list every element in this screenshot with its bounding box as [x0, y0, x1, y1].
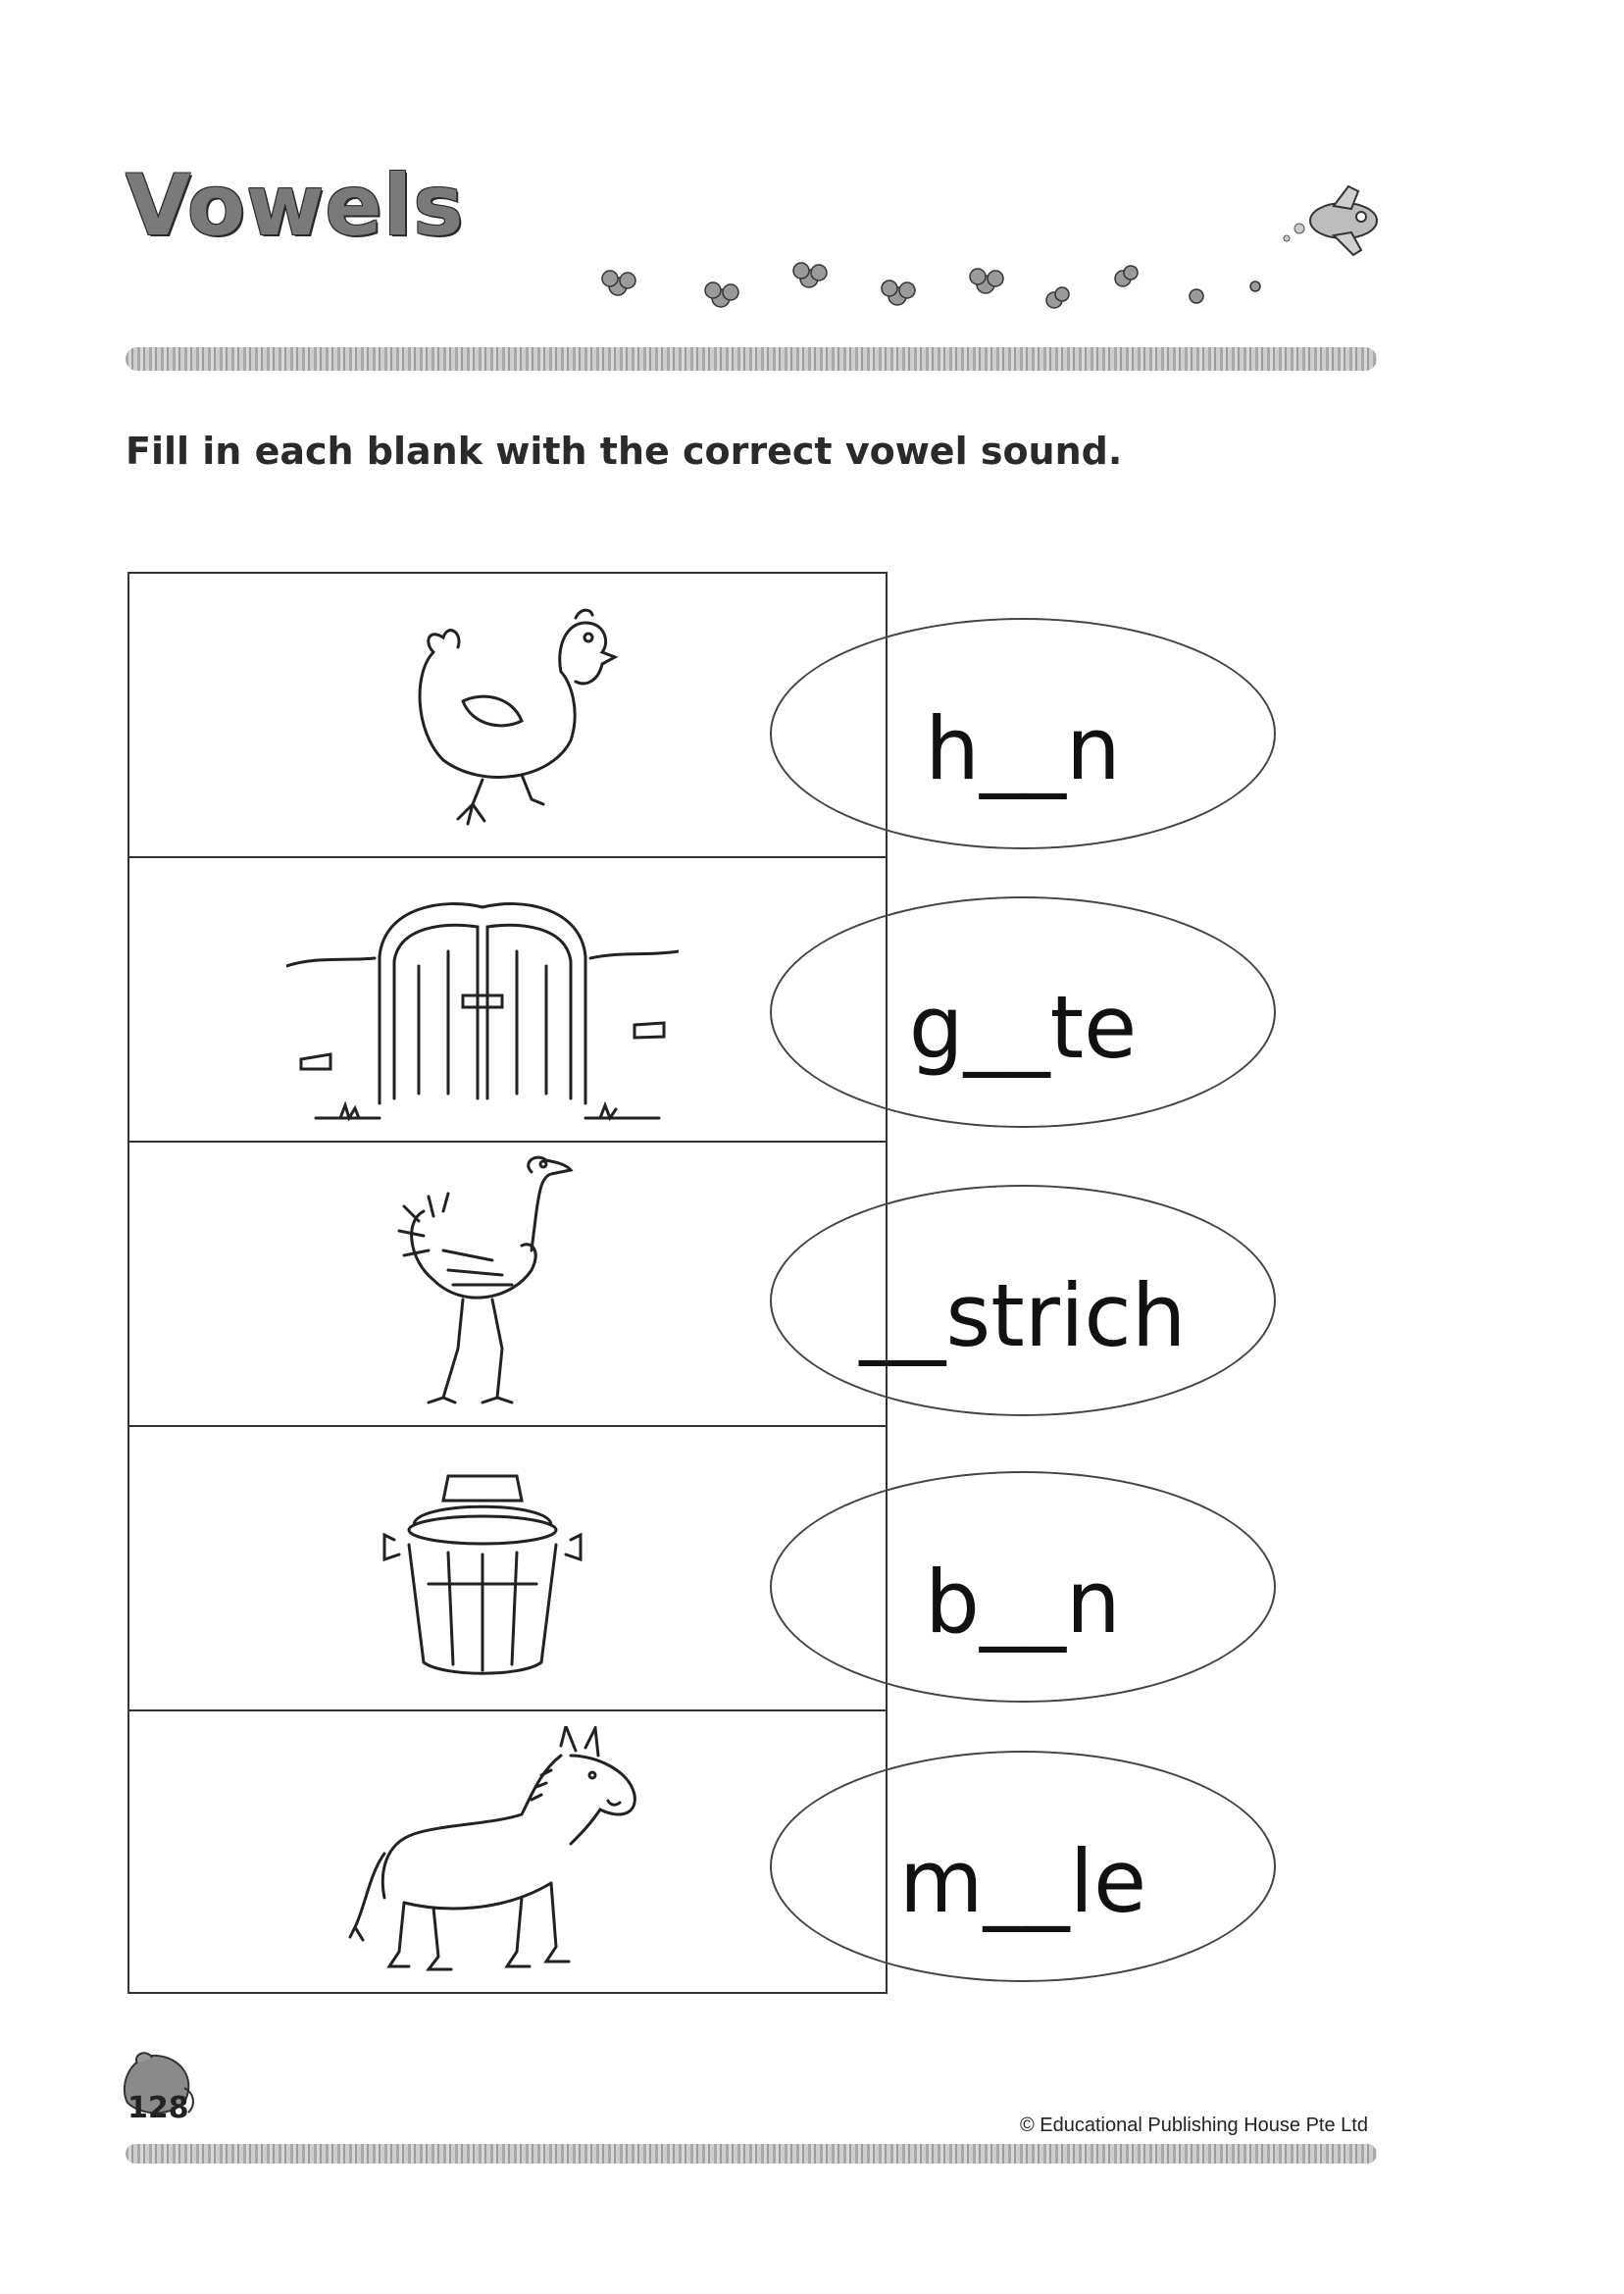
airplane-icon [1275, 181, 1393, 260]
copyright-notice: © Educational Publishing House Pte Ltd [1020, 2115, 1368, 2136]
word-oval-5: m__le [770, 1751, 1276, 1982]
gate-icon [286, 878, 679, 1123]
instructions: Fill in each blank with the correct vowel sound. [126, 430, 1123, 473]
word-oval-3: __strich [770, 1185, 1276, 1416]
bottom-divider [126, 2144, 1377, 2164]
hen-icon [375, 593, 630, 839]
word-oval-2: g__te [770, 896, 1276, 1128]
page-title: Vowels [126, 157, 465, 255]
mule-icon [345, 1726, 659, 1981]
bin-icon [355, 1447, 610, 1692]
page-number: 128 [127, 2091, 189, 2125]
ostrich-icon [375, 1152, 630, 1417]
word-oval-4: b__n [770, 1471, 1276, 1703]
top-divider [126, 347, 1377, 371]
flower-trail-decoration [588, 257, 1294, 316]
word-oval-1: h__n [770, 618, 1276, 849]
